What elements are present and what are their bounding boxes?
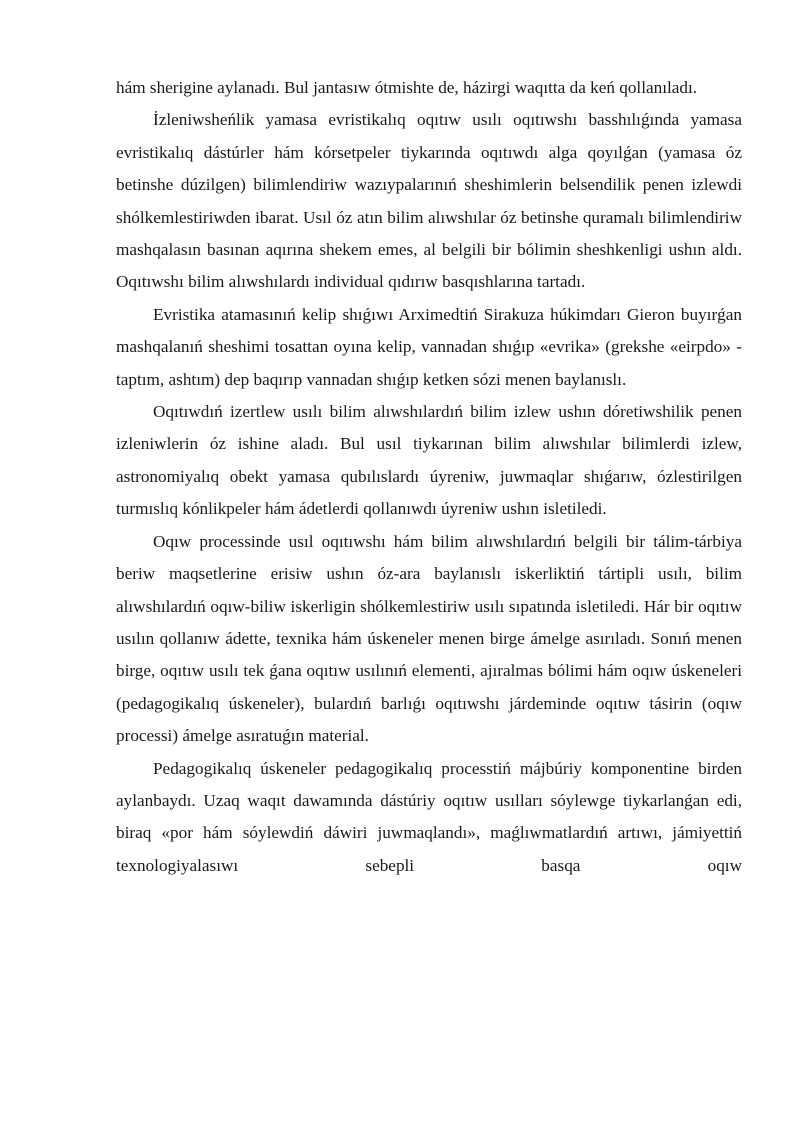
paragraph-6: Pedagogikalıq úskeneler pedagogikalıq processtiń májbúriy komponentine birden aylanbaydı. Uzaq waqıt dawamında dástúriy oqıtıw usılları sóylewge tiykarlanǵan edi, biraq «por hám sóylewdiń dáwiri juwmaqlandı», maǵlıwmatlardıń artıwı, jámiyettiń texnologiyalasıwı sebepli basqa oqıw	[116, 758, 742, 875]
paragraph-2: İzleniwsheńlik yamasa evristikalıq oqıtıw usılı oqıtıwshı basshılıǵında yamasa evristikalıq dástúrler hám kórsetpeler tiykarında oqıtıwdı alga qoyılǵan (yamasa óz betinshe dúzilgen) bilimlendiriw wazıypalarınıń sheshimlerin belsendilik penen izlewdi shólkemlestiriwden ibarat. Usıl óz atın bilim alıwshılar óz betinshe quramalı bilimlendiriw mashqalasın basınan aqırına shekem emes, al belgili bir bólimin sheshkenligi ushın aldı. Oqıtıwshı bilim alıwshılardı individual qıdırıw basqıshlarına tartadı.	[116, 110, 742, 292]
paragraph-1: hám sherigine aylanadı. Bul jantasıw ótmishte de, házirgi waqıtta da keń qollanıladı.	[116, 78, 698, 97]
paragraph-5: Oqıw processinde usıl oqıtıwshı hám bilim alıwshılardıń belgili bir tálim-tárbiya beriw maqsetlerine erisiw ushın óz-ara baylanıslı iskerliktiń tártipli usılı, bilim alıwshılardıń oqıw-biliw iskerligin shólkemlestiriw usılı sıpatında isletiledi. Hár bir oqıtıw usılın qollanıw ádette, texnika hám úskeneler menen birge ámelge asırıladı. Sonıń menen birge, oqıtıw usılı tek ǵana oqıtıw usılınıń elementi, ajıralmas bólimi hám oqıw úskeneleri (pedagogikalıq úskeneler), bulardıń barlıǵı oqıtıwshı járdeminde oqıtıw tásirin (oqıw processi) ámelge asıratuǵın material.	[116, 531, 742, 746]
paragraph-3: Evristika atamasınıń kelip shıǵıwı Arximedtiń Sirakuza húkimdarı Gieron buyırǵan mashqalanıń sheshimi tosattan oyına kelip, vannadan shıǵıp «evrika» (grekshe «eirpdo» - taptım, ashtım) dep baqırıp vannadan shıǵıp ketken sózi menen baylanıslı.	[116, 304, 742, 389]
document-page	[116, 72, 742, 882]
paragraph-4: Oqıtıwdıń izertlew usılı bilim alıwshılardıń bilim izlew ushın dóretiwshilik penen izleniwlerin óz ishine aladı. Bul usıl tiykarınan bilim alıwshılar bilimlerdi izlew, astronomiyalıq obekt yamasa qubılıslardı úyreniw, juwmaqlar shıǵarıw, ózlestirilgen turmıslıq kónlikpeler hám ádetlerdi qollanıwdı úyreniw ushın isletiledi.	[116, 402, 742, 519]
